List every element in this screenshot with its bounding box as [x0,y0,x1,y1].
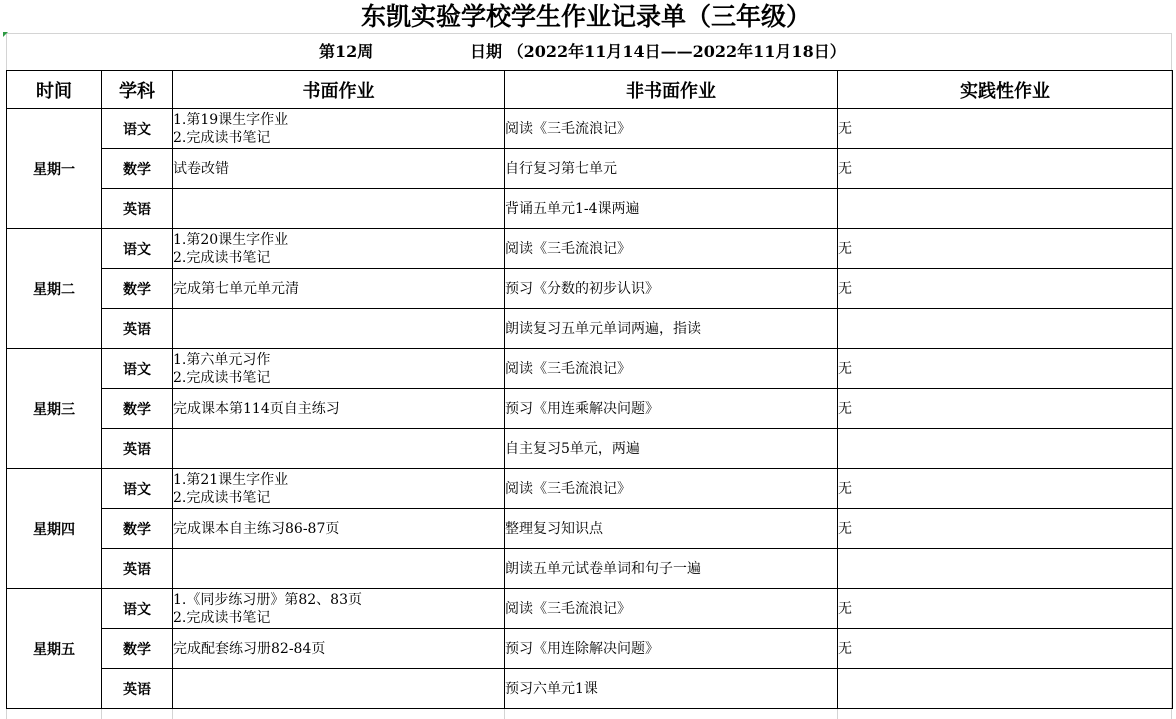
subject-cell[interactable]: 数学 [102,269,173,309]
nonwritten-homework-cell[interactable]: 朗读复习五单元单词两遍，指读 [505,309,838,349]
homework-table [6,70,1173,709]
nonwritten-homework-cell[interactable]: 整理复习知识点 [505,509,838,549]
subject-cell[interactable]: 数学 [102,389,173,429]
nonwritten-homework-cell[interactable]: 阅读《三毛流浪记》 [505,349,838,389]
table-row [7,229,1173,269]
nonwritten-homework-cell[interactable]: 阅读《三毛流浪记》 [505,589,838,629]
written-homework-cell[interactable]: 完成课本第114页自主练习 [173,389,505,429]
subject-cell[interactable]: 语文 [102,109,173,149]
header-practice[interactable]: 实践性作业 [838,71,1173,109]
table-row [7,149,1173,189]
subject-cell[interactable]: 语文 [102,469,173,509]
day-cell[interactable]: 星期一 [7,109,102,229]
table-row [7,109,1173,149]
nonwritten-homework-cell[interactable]: 预习《用连除解决问题》 [505,629,838,669]
subject-cell[interactable]: 英语 [102,429,173,469]
written-homework-cell[interactable]: 完成配套练习册82-84页 [173,629,505,669]
header-row [7,71,1173,109]
nonwritten-homework-cell[interactable]: 阅读《三毛流浪记》 [505,469,838,509]
written-homework-cell[interactable] [173,189,505,229]
practice-homework-cell[interactable] [838,189,1173,229]
subject-cell[interactable]: 数学 [102,629,173,669]
date-range: 日期 （2022年11月14日——2022年11月18日） [470,42,846,61]
table-row [7,269,1173,309]
practice-homework-cell[interactable]: 无 [838,229,1173,269]
week-label: 第12周 [319,42,374,61]
practice-homework-cell[interactable]: 无 [838,109,1173,149]
subject-cell[interactable]: 语文 [102,229,173,269]
subject-cell[interactable]: 数学 [102,149,173,189]
header-nonwritten[interactable]: 非书面作业 [505,71,838,109]
table-row [7,549,1173,589]
practice-homework-cell[interactable]: 无 [838,629,1173,669]
subject-cell[interactable]: 英语 [102,669,173,709]
written-homework-cell[interactable]: 1.第21课生字作业 2.完成读书笔记 [173,469,505,509]
practice-homework-cell[interactable]: 无 [838,509,1173,549]
written-homework-cell[interactable]: 1.第六单元习作 2.完成读书笔记 [173,349,505,389]
nonwritten-homework-cell[interactable]: 阅读《三毛流浪记》 [505,229,838,269]
written-homework-cell[interactable]: 完成课本自主练习86-87页 [173,509,505,549]
nonwritten-homework-cell[interactable]: 朗读五单元试卷单词和句子一遍 [505,549,838,589]
nonwritten-homework-cell[interactable]: 背诵五单元1-4课两遍 [505,189,838,229]
subject-cell[interactable]: 语文 [102,349,173,389]
practice-homework-cell[interactable] [838,309,1173,349]
header-time[interactable]: 时间 [7,71,102,109]
sheet-title: 东凯实验学校学生作业记录单（三年级） [360,2,811,31]
written-homework-cell[interactable] [173,309,505,349]
practice-homework-cell[interactable]: 无 [838,269,1173,309]
table-row [7,509,1173,549]
subject-cell[interactable]: 英语 [102,309,173,349]
subject-cell[interactable]: 语文 [102,589,173,629]
nonwritten-homework-cell[interactable]: 预习《分数的初步认识》 [505,269,838,309]
written-homework-cell[interactable] [173,669,505,709]
practice-homework-cell[interactable]: 无 [838,149,1173,189]
written-homework-cell[interactable]: 试卷改错 [173,149,505,189]
table-row [7,189,1173,229]
day-cell[interactable]: 星期三 [7,349,102,469]
nonwritten-homework-cell[interactable]: 阅读《三毛流浪记》 [505,109,838,149]
practice-homework-cell[interactable] [838,669,1173,709]
practice-homework-cell[interactable]: 无 [838,469,1173,509]
written-homework-cell[interactable]: 1.《同步练习册》第82、83页 2.完成读书笔记 [173,589,505,629]
header-subject[interactable]: 学科 [102,71,173,109]
table-row [7,389,1173,429]
subject-cell[interactable]: 英语 [102,189,173,229]
table-row [7,629,1173,669]
practice-homework-cell[interactable] [838,429,1173,469]
table-row [7,669,1173,709]
next-row-gridlines [6,709,1172,719]
written-homework-cell[interactable] [173,429,505,469]
practice-homework-cell[interactable]: 无 [838,389,1173,429]
practice-homework-cell[interactable] [838,549,1173,589]
written-homework-cell[interactable]: 完成第七单元单元清 [173,269,505,309]
day-cell[interactable]: 星期五 [7,589,102,709]
table-row [7,469,1173,509]
written-homework-cell[interactable]: 1.第20课生字作业 2.完成读书笔记 [173,229,505,269]
table-row [7,589,1173,629]
written-homework-cell[interactable]: 1.第19课生字作业 2.完成读书笔记 [173,109,505,149]
nonwritten-homework-cell[interactable]: 预习《用连乘解决问题》 [505,389,838,429]
day-cell[interactable]: 星期四 [7,469,102,589]
header-written[interactable]: 书面作业 [173,71,505,109]
subject-cell[interactable]: 数学 [102,509,173,549]
nonwritten-homework-cell[interactable]: 自行复习第七单元 [505,149,838,189]
table-row [7,349,1173,389]
nonwritten-homework-cell[interactable]: 预习六单元1课 [505,669,838,709]
written-homework-cell[interactable] [173,549,505,589]
subject-cell[interactable]: 英语 [102,549,173,589]
table-row [7,309,1173,349]
nonwritten-homework-cell[interactable]: 自主复习5单元，两遍 [505,429,838,469]
day-cell[interactable]: 星期二 [7,229,102,349]
table-row [7,429,1173,469]
practice-homework-cell[interactable]: 无 [838,589,1173,629]
subtitle-row [0,34,1172,70]
practice-homework-cell[interactable]: 无 [838,349,1173,389]
